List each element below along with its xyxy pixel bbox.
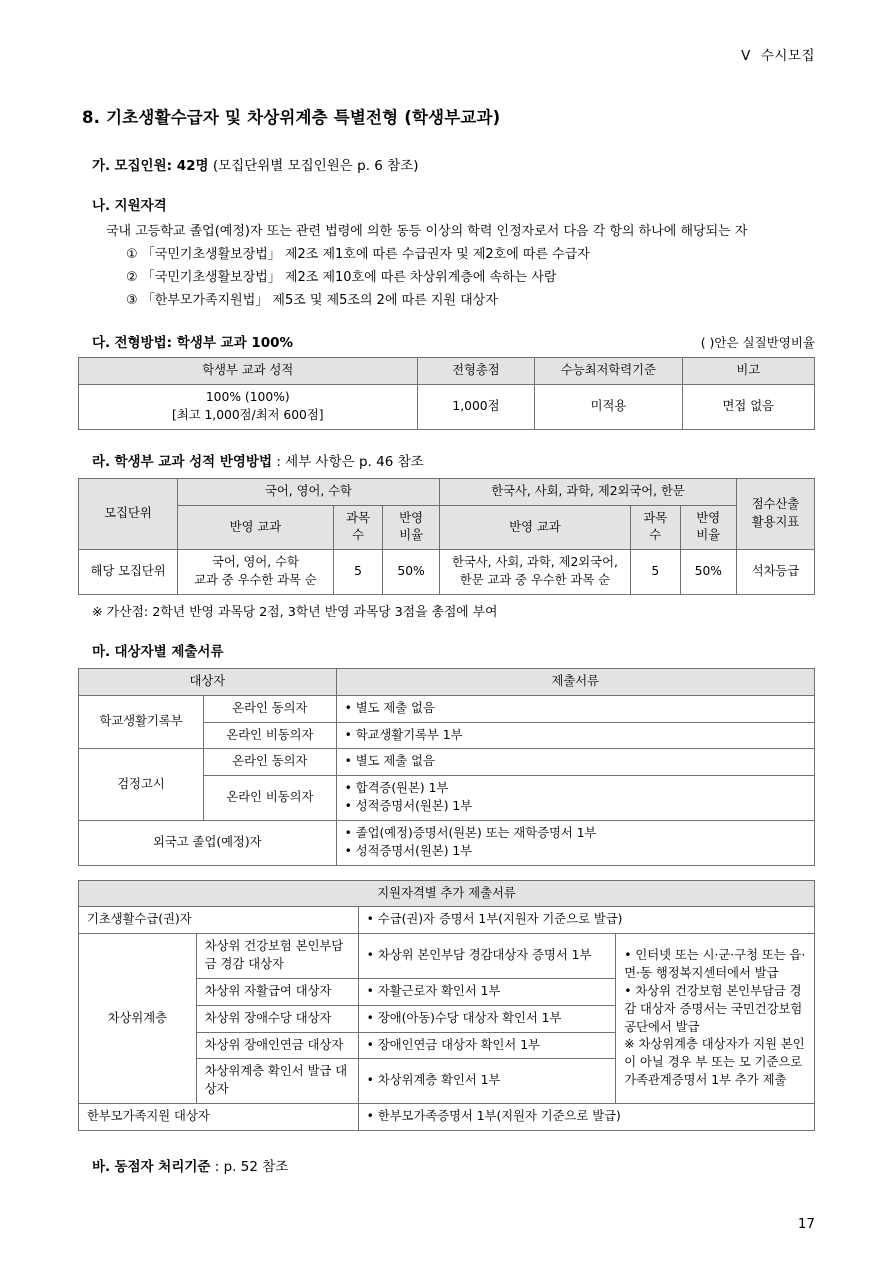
- cell-cat-single-parent: 한부모가족지원 대상자: [79, 1103, 359, 1130]
- table-row: [79, 358, 815, 385]
- cell-docs-2: • 학교생활기록부 1부: [336, 722, 814, 749]
- g2-count-line2: 수: [649, 528, 662, 543]
- gpa-method-footnote: ※ 가산점: 2학년 반영 과목당 2점, 3학년 반영 과목당 3점을 총점에 부여: [92, 604, 498, 620]
- subheading-d-note: : 세부 사항은 p. 46 참조: [276, 453, 424, 470]
- selection-method-headrow: [92, 331, 815, 351]
- col-header-index-line2: 활용지표: [751, 515, 800, 529]
- cell-docs-4-line1: • 합격증(원본) 1부: [344, 781, 449, 796]
- selection-method-table: [78, 357, 815, 429]
- cell-docs-health-insurance: • 차상위 본인부담 경감대상자 증명서 1부: [358, 934, 616, 979]
- cell-cat-basic-livelihood: 기초생활수급(권)자: [79, 907, 359, 934]
- selection-method-table-wrap: [78, 357, 815, 429]
- cell-sub-online-agree-2: 온라인 동의자: [204, 749, 336, 776]
- subheading-c-label: 다.: [92, 335, 111, 352]
- extra-documents-table: [78, 880, 815, 1131]
- subheading-d: [92, 450, 815, 470]
- cell-sub-disability-allowance: 차상위 장애수당 대상자: [196, 1005, 358, 1032]
- col-header-group1: 국어, 영어, 수학: [178, 478, 440, 505]
- cell-g2-subjects: [439, 550, 630, 595]
- eligibility-paragraph: 국내 고등학교 졸업(예정)자 또는 관련 법령에 의한 동등 이상의 학력 인정자로서 다음 각 항의 하나에 해당되는 자: [106, 224, 748, 239]
- gpa-score-line2: [최고 1,000점/최저 600점]: [172, 407, 324, 422]
- cell-docs-disability-pension: • 장애인연금 대상자 확인서 1부: [358, 1032, 616, 1059]
- eligibility-item-2: ② 「국민기초생활보장법」 제2조 제10호에 따른 차상위계층에 속하는 사람: [126, 270, 557, 286]
- cell-g2-count: 5: [630, 550, 680, 595]
- col-header-total: 전형총점: [417, 358, 535, 385]
- cell-g2-ratio: 50%: [680, 550, 737, 595]
- block-selection-method: [78, 331, 815, 429]
- cell-unit: 해당 모집단위: [79, 550, 178, 595]
- extra-documents-table-wrap: [78, 880, 815, 1131]
- cell-g1-count: 5: [333, 550, 383, 595]
- subheading-a-label: 가.: [92, 158, 111, 174]
- table-row: [79, 880, 815, 907]
- subheading-b: [92, 194, 815, 214]
- table-row: [79, 934, 815, 979]
- header-section-numeral: Ⅴ: [741, 48, 751, 64]
- cell-sub-self-support: 차상위 자활급여 대상자: [196, 978, 358, 1005]
- g1-subjects-line2: 교과 중 우수한 과목 순: [194, 573, 317, 588]
- subheading-b-heading: 지원자격: [114, 198, 167, 214]
- subheading-b-label: 나.: [92, 198, 111, 214]
- table-row: [79, 668, 815, 695]
- col-header-g1-ratio: [383, 505, 440, 550]
- cell-sub-disability-pension: 차상위 장애인연금 대상자: [196, 1032, 358, 1059]
- cell-docs-1: • 별도 제출 없음: [336, 695, 814, 722]
- col-header-g1-subjects: 반영 교과: [178, 505, 334, 550]
- cell-docs-basic-livelihood: • 수급(권)자 증명서 1부(지원자 기준으로 발급): [358, 907, 814, 934]
- table-row: [79, 550, 815, 595]
- col-header-gpa: 학생부 교과 성적: [79, 358, 418, 385]
- cell-remark-near-poverty: [616, 934, 815, 1104]
- remark-line-1: • 인터넷 또는 시·군·구청 또는 읍·면·동 행정복지센터에서 발급: [624, 948, 806, 981]
- cell-csat-standard: 미적용: [535, 385, 682, 430]
- g2-ratio-line1: 반영: [696, 510, 721, 525]
- block-eligibility: [78, 194, 815, 311]
- table-row: [79, 749, 815, 776]
- cell-gpa-score: [79, 385, 418, 430]
- cell-cat-near-poverty: 차상위계층: [79, 934, 197, 1104]
- col-header-g2-count: [630, 505, 680, 550]
- cell-g1-subjects: [178, 550, 334, 595]
- cell-docs-5: [336, 820, 814, 865]
- selection-method-note: ( )안은 실질반영비율: [700, 335, 815, 351]
- table-row: [79, 478, 815, 505]
- gpa-method-table: [78, 478, 815, 595]
- col-header-g2-ratio: [680, 505, 737, 550]
- subheading-d-label: 라.: [92, 453, 111, 470]
- remark-line-3: ※ 차상위계층 대상자가 지원 본인이 아닐 경우 부 또는 모 기준으로 가족관계증명서 1부 추가 제출: [624, 1037, 805, 1088]
- cell-docs-5-line2: • 성적증명서(원본) 1부: [344, 843, 473, 858]
- cell-sub-online-disagree-1: 온라인 비동의자: [204, 722, 336, 749]
- col-header-index-line1: 점수산출: [751, 497, 800, 512]
- col-header-index: [737, 478, 815, 549]
- cell-total-score: 1,000점: [417, 385, 535, 430]
- cell-sub-online-agree-1: 온라인 동의자: [204, 695, 336, 722]
- col-header-csat: 수능최저학력기준: [535, 358, 682, 385]
- documents-table: [78, 668, 815, 866]
- header-section-label: 수시모집: [760, 48, 815, 64]
- cell-sub-health-insurance: 차상위 건강보험 본인부담금 경감 대상자: [196, 934, 358, 979]
- cell-sub-online-disagree-2: 온라인 비동의자: [204, 776, 336, 821]
- cell-docs-3: • 별도 제출 없음: [336, 749, 814, 776]
- g2-subjects-line1: 한국사, 사회, 과학, 제2외국어,: [452, 555, 618, 570]
- block-recruitment: [78, 154, 815, 174]
- subheading-e-label: 마.: [92, 643, 111, 660]
- gpa-method-table-wrap: [78, 478, 815, 595]
- col-header-docs: 제출서류: [336, 668, 814, 695]
- cell-remark: 면접 없음: [682, 385, 815, 430]
- block-gpa-method: [78, 450, 815, 620]
- subheading-e: [92, 640, 815, 660]
- table-row: [79, 385, 815, 430]
- table-row: [79, 505, 815, 550]
- page-title: 8. 기초생활수급자 및 차상위계층 특별전형 (학생부교과): [82, 108, 501, 127]
- subheading-c-heading: 전형방법: 학생부 교과 100%: [114, 335, 294, 352]
- g2-ratio-line2: 비율: [696, 528, 721, 543]
- subheading-c: [92, 331, 293, 351]
- col-header-unit: 모집단위: [79, 478, 178, 549]
- table-row: [79, 1103, 815, 1130]
- block-tiebreaker: [78, 1155, 815, 1175]
- subheading-f-note: : p. 52 참조: [214, 1158, 289, 1175]
- cell-docs-disability-allowance: • 장애(아동)수당 대상자 확인서 1부: [358, 1005, 616, 1032]
- table-row: [79, 907, 815, 934]
- cell-category-overseas: 외국고 졸업(예정)자: [79, 820, 337, 865]
- subheading-a-note: (모집단위별 모집인원은 p. 6 참조): [212, 158, 419, 174]
- eligibility-item-3: ③ 「한부모가족지원법」 제5조 및 제5조의 2에 따른 지원 대상자: [126, 293, 498, 309]
- g2-subjects-line2: 한문 교과 중 우수한 과목 순: [459, 573, 611, 588]
- remark-line-2: • 차상위 건강보험 본인부담금 경감 대상자 증명서는 국민건강보험공단에서 발급: [624, 983, 803, 1034]
- subheading-f-heading: 동점자 처리기준: [114, 1158, 211, 1175]
- g2-count-line1: 과목: [643, 510, 668, 525]
- g1-count-line1: 과목: [346, 510, 370, 525]
- cell-g1-ratio: 50%: [383, 550, 440, 595]
- g1-ratio-line2: 비율: [399, 528, 423, 543]
- page-number: 17: [797, 1216, 815, 1232]
- col-header-target: 대상자: [79, 668, 337, 695]
- col-header-group2: 한국사, 사회, 과학, 제2외국어, 한문: [439, 478, 736, 505]
- cell-sub-confirmation: 차상위계층 확인서 발급 대상자: [196, 1059, 358, 1104]
- cell-docs-5-line1: • 졸업(예정)증명서(원본) 또는 재학증명서 1부: [344, 825, 597, 840]
- table-row: [79, 695, 815, 722]
- g1-ratio-line1: 반영: [399, 510, 423, 525]
- gpa-score-line1: 100% (100%): [205, 390, 290, 405]
- col-header-g2-subjects: 반영 교과: [439, 505, 630, 550]
- cell-category-schoolrecord: 학교생활기록부: [79, 695, 204, 749]
- cell-docs-single-parent: • 한부모가족증명서 1부(지원자 기준으로 발급): [358, 1103, 814, 1130]
- subheading-a-heading: 모집인원: 42명: [114, 158, 209, 174]
- extra-documents-title: 지원자격별 추가 제출서류: [79, 880, 815, 907]
- documents-table-wrap: [78, 668, 815, 866]
- cell-category-ged: 검정고시: [79, 749, 204, 820]
- page-header: [78, 44, 815, 64]
- table-row: [79, 820, 815, 865]
- g1-subjects-line1: 국어, 영어, 수학: [211, 555, 299, 570]
- subheading-d-heading: 학생부 교과 성적 반영방법: [114, 453, 273, 470]
- col-header-remark: 비고: [682, 358, 815, 385]
- g1-count-line2: 수: [352, 528, 364, 543]
- cell-docs-confirmation: • 차상위계층 확인서 1부: [358, 1059, 616, 1104]
- col-header-g1-count: [333, 505, 383, 550]
- subheading-f: [92, 1155, 815, 1175]
- cell-docs-4: [336, 776, 814, 821]
- subheading-f-label: 바.: [92, 1158, 111, 1175]
- eligibility-item-1: ① 「국민기초생활보장법」 제2조 제1호에 따른 수급권자 및 제2호에 따른 수급자: [126, 247, 590, 263]
- cell-docs-4-line2: • 성적증명서(원본) 1부: [344, 799, 473, 814]
- subheading-a: [92, 154, 815, 174]
- subheading-e-heading: 대상자별 제출서류: [114, 643, 224, 660]
- cell-index: 석차등급: [737, 550, 815, 595]
- cell-docs-self-support: • 자활근로자 확인서 1부: [358, 978, 616, 1005]
- block-documents: [78, 640, 815, 1131]
